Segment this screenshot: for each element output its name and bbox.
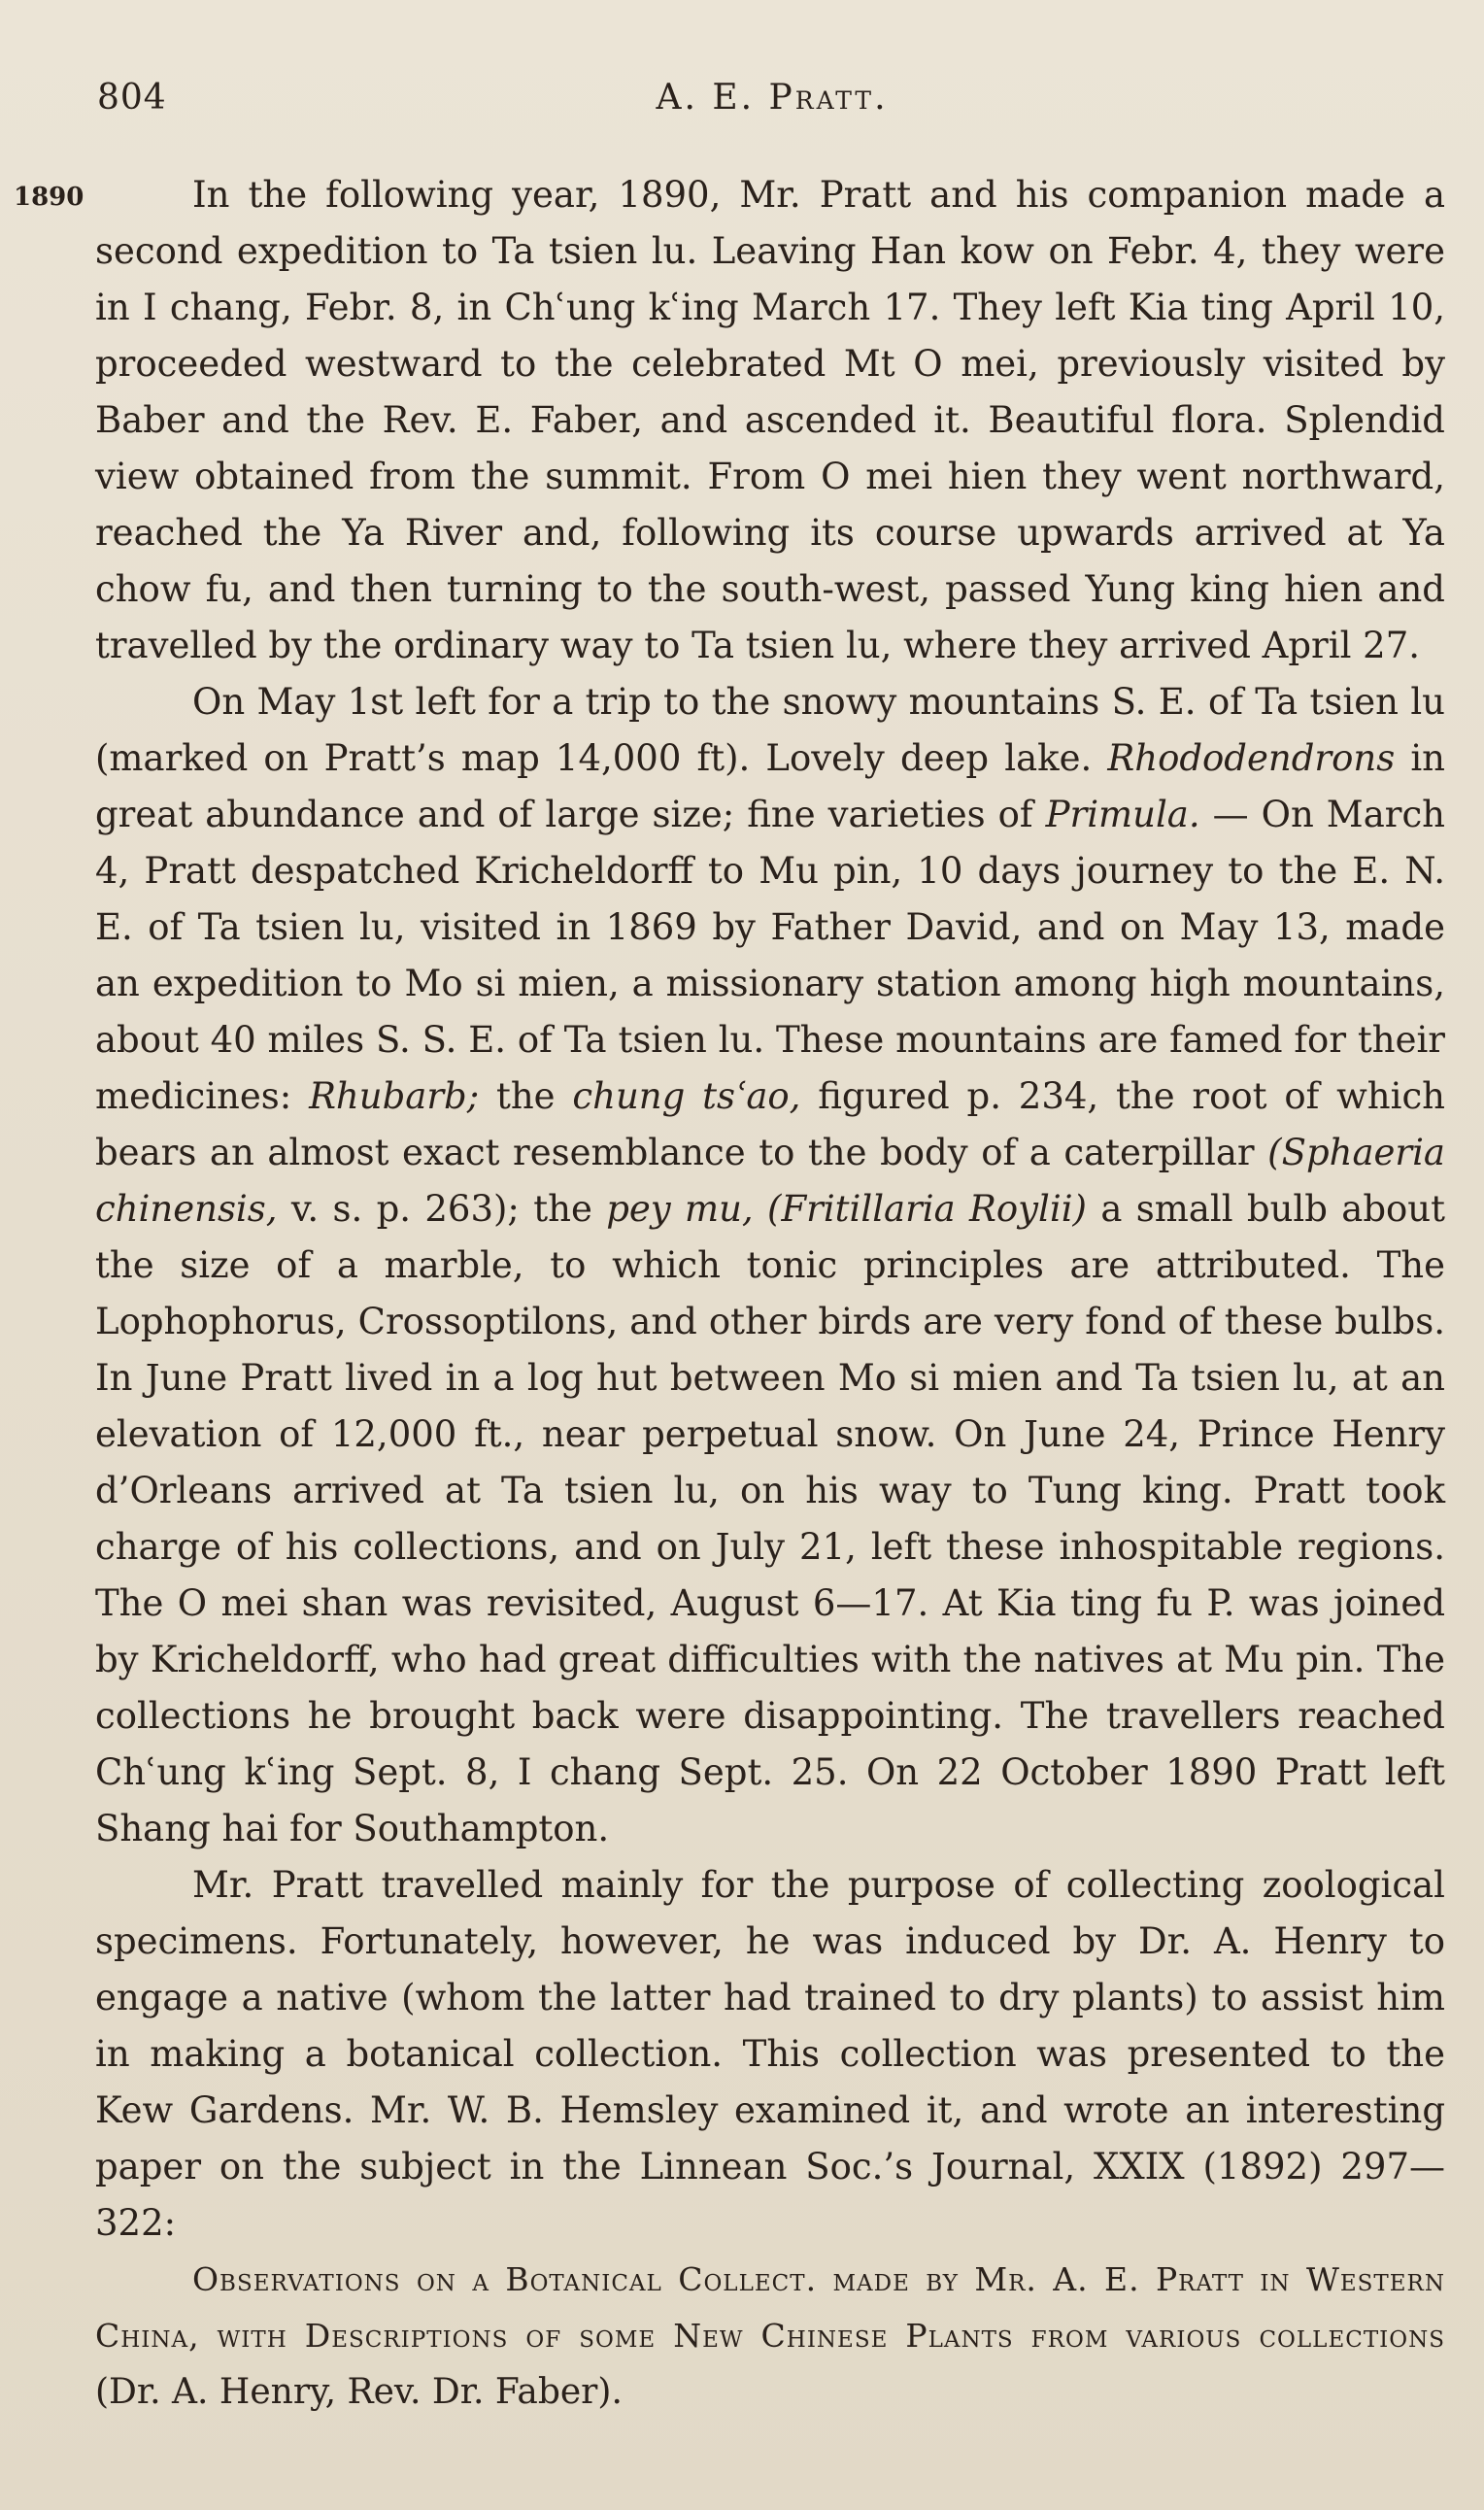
- citation: [95, 2252, 1445, 2421]
- citation-title: Observations on a Botanical Collect. made by Mr. A. E. Pratt in Western China, with Descriptions of some New Chinese Plants from various collections: [95, 2260, 1445, 2355]
- italic-term: Rhododendrons: [1107, 737, 1396, 779]
- paragraph-3: Mr. Pratt travelled mainly for the purpose of collecting zoological specimens. Fortunately, however, he was induced by Dr. A. Henry to engage a native (whom the latter had trained to dry plants) to assist him in making a botanical collection. This collection was presented to the Kew Gardens. Mr. W. B. Hemsley examined it, and wrote an interesting paper on the subject in the Linnean Soc.’s Journal, XXIX (1892) 297—322:: [95, 1864, 1445, 2244]
- page-number: 804: [97, 78, 167, 118]
- paragraph-1: In the following year, 1890, Mr. Pratt and his companion made a second expedition to Ta tsien lu. Leaving Han kow on Febr. 4, they were in I chang, Febr. 8, in Chʿung kʿing March 17. They left Kia ting April 10, proceeded westward to the celebrated Mt O mei, previously visited by Baber and the Rev. E. Faber, and ascended it. Beautiful flora. Splendid view obtained from the summit. From O mei hien they went northward, reached the Ya River and, following its course upwards arrived at Ya chow fu, and then turning to the south-west, passed Yung king hien and travelled by the ordinary way to Ta tsien lu, where they arrived April 27.: [95, 174, 1445, 666]
- italic-term: Primula.: [1045, 794, 1200, 835]
- paragraph-2: On May 1st left for a trip to the snowy mountains S. E. of Ta tsien lu (marked on Pratt’s map 14,000 ft). Lovely deep lake. Rhododendrons in great abundance and of large size; fine varieties of Primula. — On March 4, Pratt despatched Kricheldorff to Mu pin, 10 days journey to the E. N. E. of Ta tsien lu, visited in 1869 by Father David, and on May 13, made an expedition to Mo si mien, a missionary station among high mountains, about 40 miles S. S. E. of Ta tsien lu. These mountains are famed for their medicines: Rhubarb; the chung tsʿao, figured p. 234, the root of which bears an almost exact resemblance to the body of a caterpillar (Sphaeria chinensis, v. s. p. 263); the pey mu, (Fritillaria Roylii) a small bulb about the size of a marble, to which tonic principles are attributed. The Lophophorus, Crossoptilons, and other birds are very fond of these bulbs. In June Pratt lived in a log hut between Mo si mien and Ta tsien lu, at an elevation of 12,000 ft., near perpetual snow. On June 24, Prince Henry d’Orleans arrived at Ta tsien lu, on his way to Tung king. Pratt took charge of his collections, and on July 21, left these inhospitable regions. The O mei shan was revisited, August 6—17. At Kia ting fu P. was joined by Kricheldorff, who had great difficulties with the natives at Mu pin. The collections he brought back were disappointing. The travellers reached Chʿung kʿing Sept. 8, I chang Sept. 25. On 22 October 1890 Pratt left Shang hai for Southampton.: [95, 681, 1445, 1849]
- italic-term: chung tsʿao,: [572, 1075, 801, 1117]
- running-head: A. E. Pratt.: [656, 78, 889, 118]
- italic-term: pey mu, (Fritillaria Roylii): [606, 1188, 1087, 1230]
- italic-term: Rhubarb;: [309, 1075, 480, 1117]
- page-header: [97, 78, 1447, 136]
- citation-authors: (Dr. A. Henry, Rev. Dr. Faber).: [95, 2372, 623, 2412]
- body-text: [95, 167, 1445, 2421]
- italic-term: (Sphaeria chinensis,: [95, 1132, 1445, 1230]
- margin-year-note: 1890: [14, 183, 84, 212]
